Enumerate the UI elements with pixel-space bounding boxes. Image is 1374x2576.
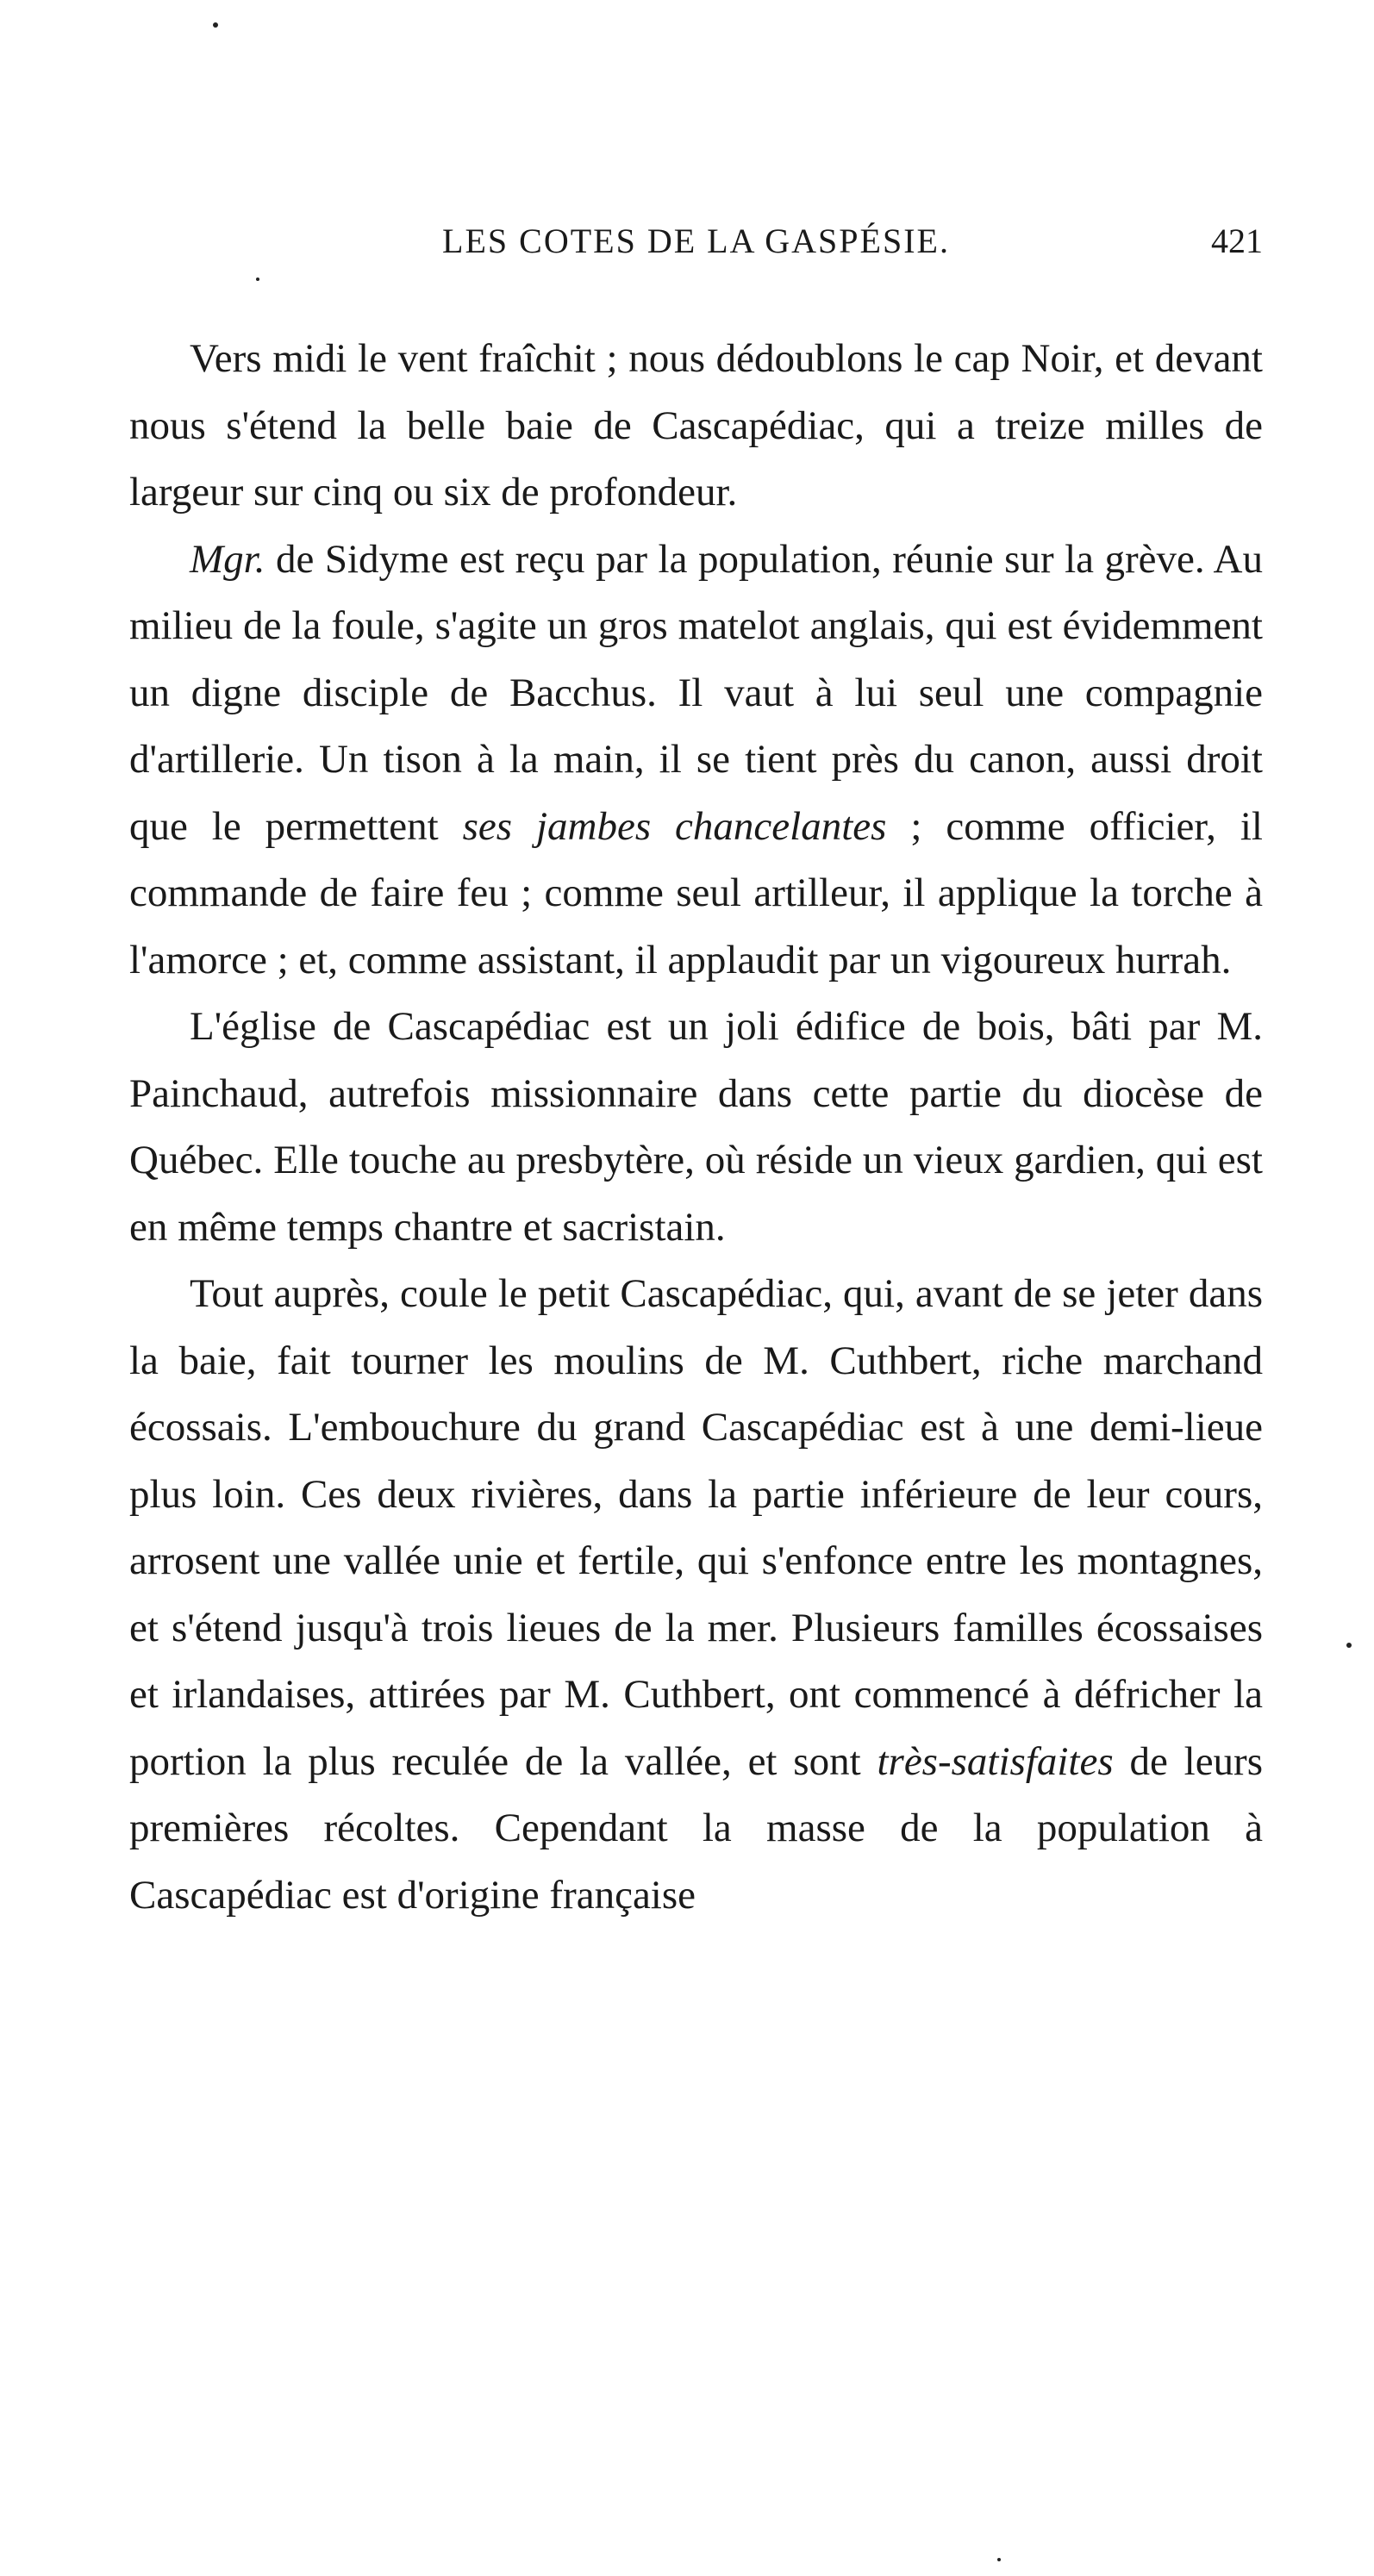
paragraph — [129, 527, 1263, 995]
running-title: LES COTES DE LA GASPÉSIE. — [442, 221, 950, 260]
ink-speck — [1346, 1643, 1352, 1648]
paragraph-text: Tout auprès, coule le petit Cascapédiac, qui, avant de se jeter dans la baie, fait tourner les moulins de M. Cuthbert, riche marchand écossais. L'embouchure du grand Cascapédiac est à une demi-lieue plus loin. Ces deux rivières, dans la partie inférieure de leur cours, arrosent une vallée unie et fertile, qui s'enfonce entre les montagnes, et s'étend jusqu'à trois lieues de la mer. Plusieurs familles écossaises et irlandaises, attirées par M. Cuthbert, ont commencé à défricher la portion la plus reculée de la vallée, et sont — [129, 1271, 1263, 1784]
paragraph-text: Vers midi le vent fraîchit ; nous dédoublons le cap Noir, et devant nous s'étend la belle baie de Cascapédiac, qui a treize milles de largeur sur cinq ou six de profondeur. — [129, 336, 1263, 515]
paragraph — [129, 326, 1263, 527]
paragraph-text: L'église de Cascapédiac est un joli édifice de bois, bâti par M. Painchaud, autrefois missionnaire dans cette partie du diocèse de Québec. Elle touche au presbytère, où réside un vieux gardien, qui est en même temps chantre et sacristain. — [129, 1004, 1263, 1250]
paragraph-text: de Sidyme est reçu par la population, réunie sur la grève. Au milieu de la foule, s'agite un gros matelot anglais, qui est évidemment un digne disciple de Bacchus. Il vaut à lui seul une compagnie d'artillerie. Un tison à la main, il se tient près du canon, aussi droit que le permettent — [129, 536, 1263, 849]
ink-speck — [997, 2558, 1001, 2561]
paragraph-emphasis: très-satisfaites — [877, 1738, 1114, 1784]
running-head — [129, 215, 1263, 267]
paragraph-tail: de leurs premières récoltes. Cependant la masse de la population à Cascapédiac est d'origine française — [129, 1738, 1263, 1918]
paragraph-emphasis: ses jambes chancelantes — [462, 803, 887, 849]
body-text — [129, 326, 1263, 1929]
page-number: 421 — [1211, 221, 1263, 260]
paragraph — [129, 994, 1263, 1261]
ink-speck — [256, 278, 259, 281]
ink-speck — [213, 22, 218, 28]
paragraph — [129, 1261, 1263, 1929]
paragraph-lead: Mgr. — [190, 536, 265, 582]
paragraph-tail: ; comme officier, il commande de faire feu ; comme seul artilleur, il applique la torche à l'amorce ; et, comme assistant, il applaudit par un vigoureux hurrah. — [129, 803, 1263, 982]
